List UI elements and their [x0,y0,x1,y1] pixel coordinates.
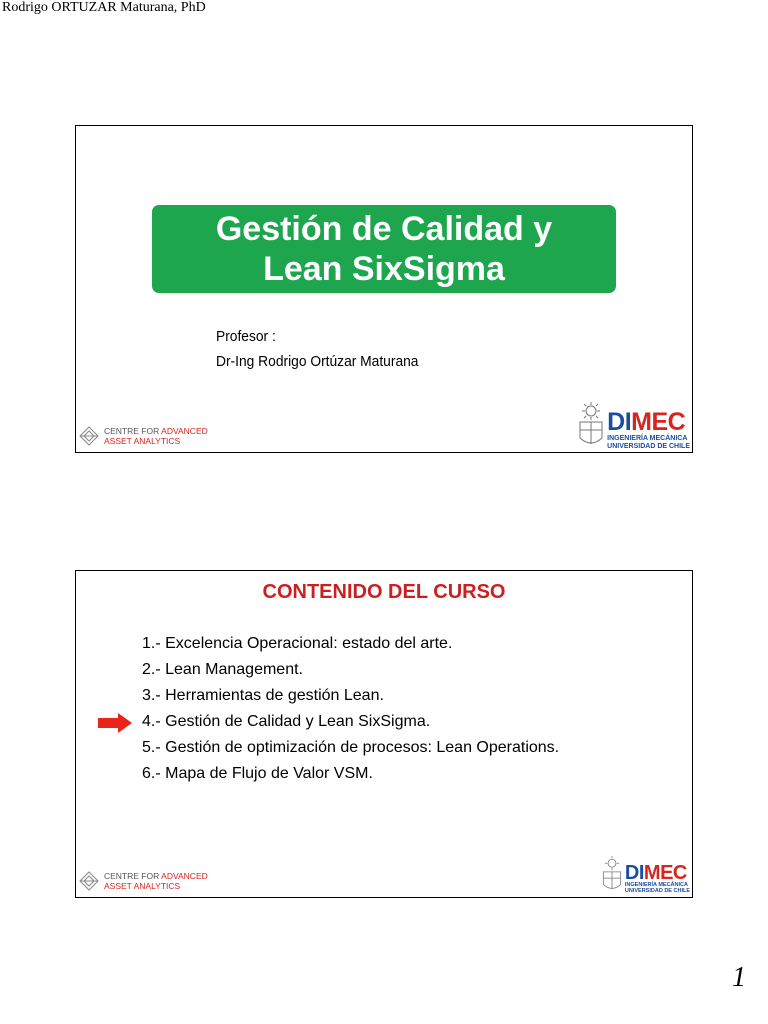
page-header: Rodrigo ORTUZAR Maturana, PhD [2,0,206,15]
course-title: CONTENIDO DEL CURSO [262,581,506,603]
course-list [142,631,559,787]
professor-name: Dr-Ing Rodrigo Ortúzar Maturana [216,353,419,370]
dimec-mec: MEC [643,862,687,885]
caaa-line1-highlight: ADVANCED [161,426,208,436]
professor-block [216,324,418,374]
caaa-line1-prefix: CENTRE FOR [104,871,160,881]
caaa-diamond-icon [78,870,100,892]
dimec-sub2: UNIVERSIDAD DE CHILE [607,442,690,450]
right-arrow-icon [98,713,132,733]
dimec-logo [577,402,690,450]
caaa-logo [78,424,208,448]
list-item: 5.- Gestión de optimización de procesos: Lean Operations. [142,739,560,756]
dimec-sub1: INGENIERÍA MECÁNICA [624,882,688,889]
title-banner [152,205,616,293]
list-item: 6.- Mapa de Flujo de Valor VSM. [142,765,373,782]
dimec-sub2: UNIVERSIDAD DE CHILE [624,888,690,895]
caaa-line2: ASSET ANALYTICS [104,881,181,891]
dimec-di: DI [624,862,644,885]
list-item-current: 4.- Gestión de Calidad y Lean SixSigma. [142,709,559,735]
list-item: 2.- Lean Management. [142,661,303,678]
title-line-2: Lean SixSigma [263,250,505,288]
dimec-mec: MEC [631,408,686,437]
university-crest-icon [601,855,623,895]
university-crest-icon [577,402,605,450]
caaa-line1-prefix: CENTRE FOR [104,426,160,436]
title-line-1: Gestión de Calidad y [215,210,553,248]
slide-title [75,125,693,453]
professor-label: Profesor : [216,328,276,345]
dimec-di: DI [607,408,632,437]
dimec-sub1: INGENIERÍA MECÁNICA [607,435,688,443]
caaa-diamond-icon [78,425,100,447]
caaa-line1-highlight: ADVANCED [161,871,208,881]
slide-contents [75,570,693,898]
dimec-logo [601,855,690,895]
caaa-line2: ASSET ANALYTICS [104,436,181,446]
list-item: 1.- Excelencia Operacional: estado del arte. [142,635,453,652]
list-item: 3.- Herramientas de gestión Lean. [142,687,384,704]
caaa-logo [78,869,208,893]
page-number: 1 [732,962,746,993]
